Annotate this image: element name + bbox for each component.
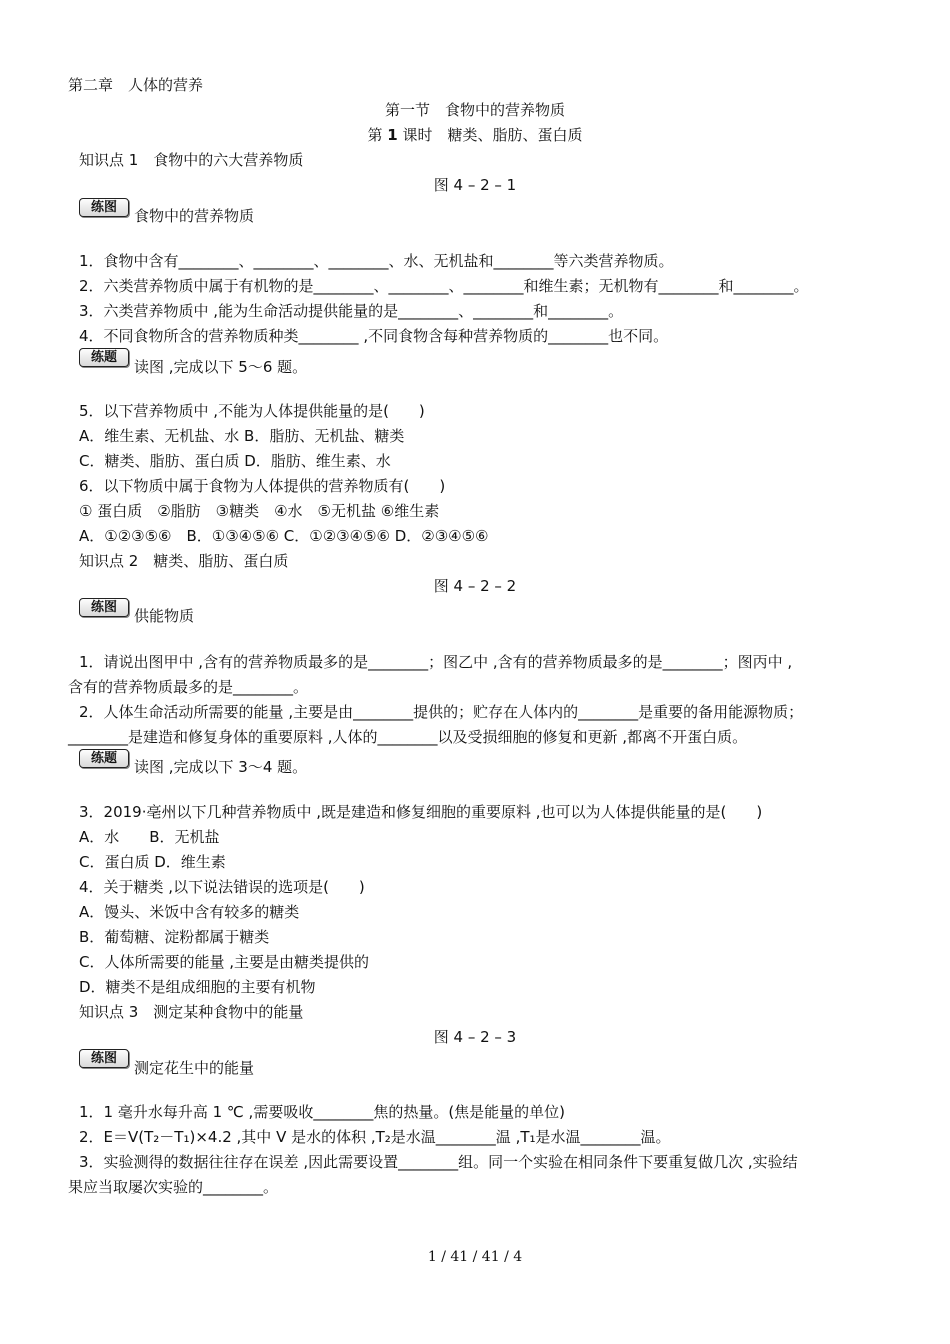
kp1-q6-options: A．①②③⑤⑥ B．①③④⑤⑥ C．①②③④⑤⑥ D．②③④⑤⑥ (79, 527, 489, 545)
kp1-q1: 1．食物中含有________、________、________、水、无机盐和________等六类营养物质。 (79, 252, 674, 270)
kp2-q4-option-a: A．馒头、米饭中含有较多的糖类 (79, 903, 300, 921)
kp1-q6: 6．以下物质中属于食物为人体提供的营养物质有( ) (79, 477, 446, 495)
kp3-q2: 2．E＝V(T₂－T₁)×4.2 ,其中 V 是水的体积 ,T₂是水温________温 ,T₁是水温________温。 (79, 1128, 671, 1146)
kp3-tu-label: 测定花生中的能量 (134, 1059, 255, 1077)
lian-tu-badge: 练图 (79, 598, 129, 617)
kp3-q3-line1: 3．实验测得的数据往往存在误差 ,因此需要设置________组。同一个实验在相同条件下要重复做几次 ,实验结 (79, 1153, 798, 1171)
lesson-number: 1 (387, 126, 398, 144)
kp2-q4-option-b: B．葡萄糖、淀粉都属于糖类 (79, 928, 270, 946)
lian-tu-badge: 练图 (79, 198, 129, 217)
kp1-q5: 5．以下营养物质中 ,不能为人体提供能量的是( ) (79, 402, 425, 420)
kp2-q4-option-c: C．人体所需要的能量 ,主要是由糖类提供的 (79, 953, 370, 971)
kp3-q3-line2: 果应当取屡次实验的________。 (68, 1178, 279, 1196)
kp1-q3: 3．六类营养物质中 ,能为生命活动提供能量的是________、________和________。 (79, 302, 624, 320)
kp2-q4-option-d: D．糖类不是组成细胞的主要有机物 (79, 978, 316, 996)
kp1-title: 知识点 1 食物中的六大营养物质 (79, 151, 304, 169)
kp1-ti-label: 读图 ,完成以下 5～6 题。 (134, 358, 308, 376)
kp1-q6-items: ① 蛋白质 ②脂肪 ③糖类 ④水 ⑤无机盐 ⑥维生素 (79, 502, 440, 520)
kp1-tu-label: 食物中的营养物质 (134, 207, 255, 225)
lesson-title-prefix: 第 (367, 126, 383, 144)
kp1-q2: 2．六类营养物质中属于有机物的是________、________、________和维生素；无机物有________和________。 (79, 277, 809, 295)
kp3-title: 知识点 3 测定某种食物中的能量 (79, 1003, 304, 1021)
kp1-figure-caption: 图 4 – 2 – 1 (433, 176, 517, 194)
kp2-q3-options-ab: A．水 B．无机盐 (79, 828, 220, 846)
kp2-q3-options-cd: C．蛋白质 D．维生素 (79, 853, 226, 871)
kp2-tu-label: 供能物质 (134, 607, 195, 625)
page-footer: 1 / 41 / 41 / 4 (427, 1249, 523, 1265)
kp2-q3: 3．2019·亳州以下几种营养物质中 ,既是建造和修复细胞的重要原料 ,也可以为人体提供能量的是( ) (79, 803, 763, 821)
lesson-title (0, 125, 950, 145)
kp2-title: 知识点 2 糖类、脂肪、蛋白质 (79, 552, 289, 570)
lian-ti-badge: 练题 (79, 749, 129, 768)
chapter-title: 第二章 人体的营养 (68, 76, 204, 94)
kp2-q1-line1: 1．请说出图甲中 ,含有的营养物质最多的是________；图乙中 ,含有的营养物质最多的是________；图丙中 , (79, 653, 793, 671)
kp2-q2-line2: ________是建造和修复身体的重要原料 ,人体的________以及受损细胞的修复和更新 ,都离不开蛋白质。 (68, 728, 748, 746)
section-title: 第一节 食物中的营养物质 (384, 101, 565, 119)
kp1-q5-options-cd: C．糖类、脂肪、蛋白质 D．脂肪、维生素、水 (79, 452, 391, 470)
kp1-q5-options-ab: A．维生素、无机盐、水 B．脂肪、无机盐、糖类 (79, 427, 405, 445)
lian-tu-badge: 练图 (79, 1049, 129, 1068)
kp2-q4: 4．关于糖类 ,以下说法错误的选项是( ) (79, 878, 365, 896)
kp3-q1: 1．1 毫升水每升高 1 ℃ ,需要吸收________焦的热量。(焦是能量的单位) (79, 1103, 566, 1121)
kp3-figure-caption: 图 4 – 2 – 3 (433, 1028, 517, 1046)
lian-ti-badge: 练题 (79, 348, 129, 367)
lesson-title-suffix: 课时 糖类、脂肪、蛋白质 (402, 126, 583, 144)
kp1-q4: 4．不同食物所含的营养物质种类________ ,不同食物含每种营养物质的________也不同。 (79, 327, 669, 345)
kp2-ti-label: 读图 ,完成以下 3～4 题。 (134, 758, 308, 776)
kp2-q2-line1: 2．人体生命活动所需要的能量 ,主要是由________提供的；贮存在人体内的________是重要的备用能源物质； (79, 703, 804, 721)
kp2-figure-caption: 图 4 – 2 – 2 (433, 577, 517, 595)
kp2-q1-line2: 含有的营养物质最多的是________。 (68, 678, 309, 696)
